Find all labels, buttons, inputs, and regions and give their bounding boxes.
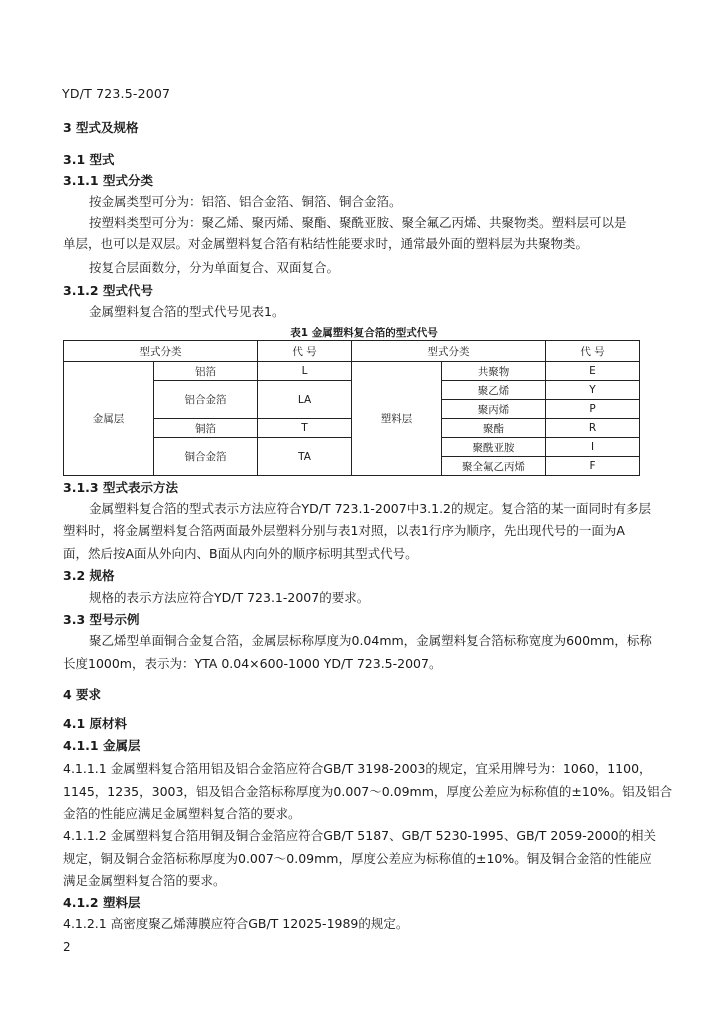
plastic-name-cell: 聚丙烯 xyxy=(442,400,546,419)
table-1-caption: 表1 金属塑料复合箔的型式代号 xyxy=(290,327,438,339)
section-3-1-1-heading: 3.1.1 型式分类 xyxy=(63,173,153,188)
paragraph: 长度1000m，表示为：YTA 0.04×600-1000 YD/T 723.5-2007。 xyxy=(63,656,442,671)
metal-name-cell: 铜合金箔 xyxy=(154,438,258,476)
plastic-code-cell: R xyxy=(546,419,640,438)
plastic-name-cell: 聚乙烯 xyxy=(442,381,546,400)
table-header-row xyxy=(64,341,640,362)
paragraph: 1145，1235，3003，铝及铝合金箔标称厚度为0.007～0.09mm，厚度公差应为标称值的±10%。铝及铝合 xyxy=(63,784,673,799)
section-4-1-heading: 4.1 原材料 xyxy=(63,716,127,731)
plastic-name-cell: 聚酯 xyxy=(442,419,546,438)
section-3-1-3-heading: 3.1.3 型式表示方法 xyxy=(63,480,178,495)
paragraph: 单层，也可以是双层。对金属塑料复合箔有粘结性能要求时，通常最外面的塑料层为共聚物类。 xyxy=(63,236,589,251)
header-type: 型式分类 xyxy=(352,341,546,362)
plastic-name-cell: 聚全氟乙丙烯 xyxy=(442,457,546,476)
paragraph: 金属塑料复合箔的型式代号见表1。 xyxy=(89,304,285,319)
header-type: 型式分类 xyxy=(64,341,258,362)
metal-code-cell: LA xyxy=(258,381,352,419)
plastic-code-cell: F xyxy=(546,457,640,476)
section-4-heading: 4 要求 xyxy=(63,687,102,702)
plastic-code-cell: P xyxy=(546,400,640,419)
metal-name-cell: 铝合金箔 xyxy=(154,381,258,419)
paragraph: 按复合层面数分，分为单面复合、双面复合。 xyxy=(89,260,340,275)
plastic-group-cell: 塑料层 xyxy=(352,362,442,476)
plastic-code-cell: Y xyxy=(546,381,640,400)
paragraph: 4.1.2.1 高密度聚乙烯薄膜应符合GB/T 12025-1989的规定。 xyxy=(63,916,409,931)
section-3-3-heading: 3.3 型号示例 xyxy=(63,612,140,627)
paragraph: 聚乙烯型单面铜合金复合箔，金属层标称厚度为0.04mm，金属塑料复合箔标称宽度为600mm，标称 xyxy=(89,633,652,648)
paragraph: 金箔的性能应满足金属塑料复合箔的要求。 xyxy=(63,806,301,821)
paragraph: 满足金属塑料复合箔的要求。 xyxy=(63,873,226,888)
paragraph: 按金属类型可分为：铝箔、铝合金箔、铜箔、铜合金箔。 xyxy=(89,194,402,209)
type-code-table xyxy=(63,340,640,476)
plastic-code-cell: I xyxy=(546,438,640,457)
plastic-name-cell: 共聚物 xyxy=(442,362,546,381)
metal-name-cell: 铜箔 xyxy=(154,419,258,438)
paragraph: 按塑料类型可分为：聚乙烯、聚丙烯、聚酯、聚酰亚胺、聚全氟乙丙烯、共聚物类。塑料层可以是 xyxy=(89,215,627,230)
section-3-2-heading: 3.2 规格 xyxy=(63,568,115,583)
paragraph: 规格的表示方法应符合YD/T 723.1-2007的要求。 xyxy=(89,590,370,605)
page-number: 2 xyxy=(63,940,71,954)
paragraph: 面，然后按A面从外向内、B面从内向外的顺序标明其型式代号。 xyxy=(63,546,418,561)
paragraph: 金属塑料复合箔的型式表示方法应符合YD/T 723.1-2007中3.1.2的规定。复合箔的某一面同时有多层 xyxy=(89,501,651,516)
section-3-1-2-heading: 3.1.2 型式代号 xyxy=(63,283,153,298)
header-code: 代 号 xyxy=(546,341,640,362)
metal-code-cell: T xyxy=(258,419,352,438)
metal-code-cell: TA xyxy=(258,438,352,476)
section-3-1-heading: 3.1 型式 xyxy=(63,152,115,167)
section-3-heading: 3 型式及规格 xyxy=(63,120,139,135)
paragraph: 4.1.1.1 金属塑料复合箔用铝及铝合金箔应符合GB/T 3198-2003的规定，宜采用牌号为：1060，1100， xyxy=(63,761,652,776)
paragraph: 塑料时，将金属塑料复合箔两面最外层塑料分别与表1对照，以表1行序为顺序，先出现代号的一面为A xyxy=(63,523,625,538)
metal-name-cell: 铝箔 xyxy=(154,362,258,381)
plastic-code-cell: E xyxy=(546,362,640,381)
paragraph: 规定，铜及铜合金箔标称厚度为0.007～0.09mm，厚度公差应为标称值的±10%。铜及铜合金箔的性能应 xyxy=(63,851,652,866)
paragraph: 4.1.1.2 金属塑料复合箔用铜及铜合金箔应符合GB/T 5187、GB/T 5230-1995、GB/T 2059-2000的相关 xyxy=(63,828,657,843)
doc-code-header: YD/T 723.5-2007 xyxy=(62,86,171,101)
plastic-name-cell: 聚酰亚胺 xyxy=(442,438,546,457)
section-4-1-1-heading: 4.1.1 金属层 xyxy=(63,738,141,753)
metal-code-cell: L xyxy=(258,362,352,381)
section-4-1-2-heading: 4.1.2 塑料层 xyxy=(63,895,141,910)
metal-group-cell: 金属层 xyxy=(64,362,154,476)
header-code: 代 号 xyxy=(258,341,352,362)
